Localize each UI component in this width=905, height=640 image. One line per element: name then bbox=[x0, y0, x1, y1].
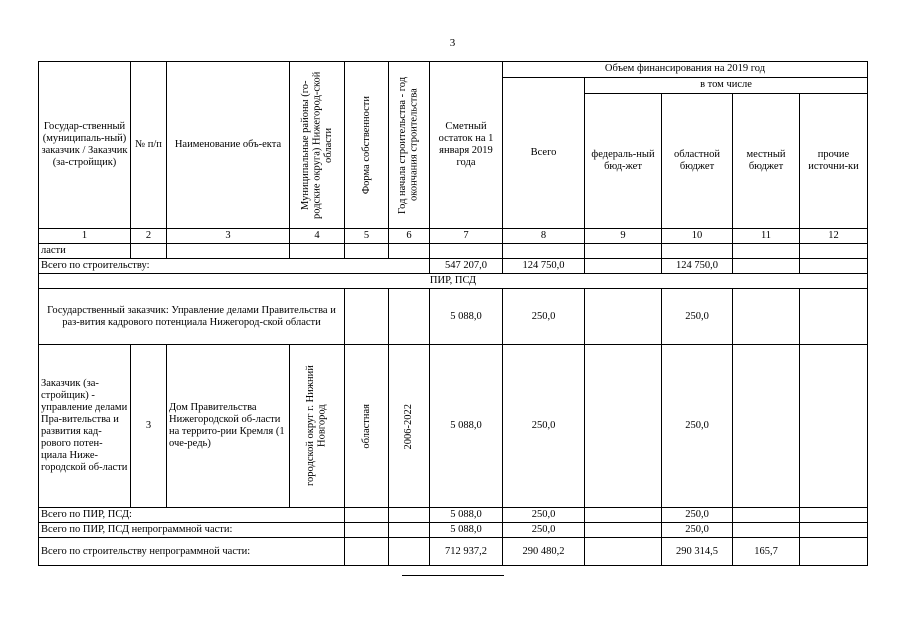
column-number: 7 bbox=[430, 229, 503, 244]
pir-nonprogram-total-label: Всего по ПИР, ПСД непрограммной части: bbox=[39, 523, 345, 538]
header-estimated-balance: Сметный остаток на 1 января 2019 года bbox=[430, 62, 503, 229]
local-cell: 165,7 bbox=[733, 538, 800, 566]
column-number: 10 bbox=[662, 229, 733, 244]
header-regional: областной бюджет bbox=[662, 94, 733, 229]
column-number: 8 bbox=[503, 229, 585, 244]
project-district bbox=[290, 345, 345, 508]
header-ownership-text: Форма собственности bbox=[360, 95, 372, 195]
column-number: 4 bbox=[290, 229, 345, 244]
column-number: 9 bbox=[585, 229, 662, 244]
table-row bbox=[39, 523, 868, 538]
header-federal: федераль-ный бюд-жет bbox=[585, 94, 662, 229]
header-object-name: Наименование объ-екта bbox=[167, 62, 290, 229]
estimated-balance-cell: 5 088,0 bbox=[430, 289, 503, 345]
estimated-balance-cell: 5 088,0 bbox=[430, 523, 503, 538]
footnote-separator bbox=[402, 575, 504, 576]
column-number: 11 bbox=[733, 229, 800, 244]
regional-cell: 250,0 bbox=[662, 508, 733, 523]
header-including: в том числе bbox=[585, 78, 868, 94]
header-total: Всего bbox=[503, 78, 585, 229]
regional-cell: 250,0 bbox=[662, 345, 733, 508]
total-cell: 250,0 bbox=[503, 508, 585, 523]
project-customer: Заказчик (за-стройщик) - управление делами Пра-вительства и развития кад-рового потен-циала Ниже-городской об-ласти bbox=[39, 345, 131, 508]
construction-nonprogram-total-label: Всего по строительству непрограммной части: bbox=[39, 538, 345, 566]
header-ownership bbox=[345, 62, 389, 229]
header-number: № п/п bbox=[131, 62, 167, 229]
pir-total-label: Всего по ПИР, ПСД: bbox=[39, 508, 345, 523]
column-number: 1 bbox=[39, 229, 131, 244]
table-row bbox=[39, 244, 868, 259]
total-cell: 124 750,0 bbox=[503, 259, 585, 274]
total-cell: 290 480,2 bbox=[503, 538, 585, 566]
table-row bbox=[39, 289, 868, 345]
header-years bbox=[389, 62, 430, 229]
project-number: 3 bbox=[131, 345, 167, 508]
table-row bbox=[39, 538, 868, 566]
state-customer-label: Государственный заказчик: Управление делами Правительства и раз-вития кадрового потенциала Нижегород-ской области bbox=[39, 289, 345, 345]
header-districts bbox=[290, 62, 345, 229]
estimated-balance-cell: 712 937,2 bbox=[430, 538, 503, 566]
header-districts-text: Муниципальные районы (го-родские округа) Нижегород-ской области bbox=[299, 71, 334, 219]
column-number: 2 bbox=[131, 229, 167, 244]
header-customer: Государ-ственный (муниципаль-ный) заказчик / Заказчик (за-стройщик) bbox=[39, 62, 131, 229]
project-ownership bbox=[345, 345, 389, 508]
header-years-text: Год начала строительства - год окончания строительства bbox=[397, 76, 420, 214]
estimated-balance-cell: 5 088,0 bbox=[430, 345, 503, 508]
estimated-balance-cell: 547 207,0 bbox=[430, 259, 503, 274]
project-ownership-text: областная bbox=[360, 403, 372, 449]
table-row bbox=[39, 345, 868, 508]
estimated-balance-cell: 5 088,0 bbox=[430, 508, 503, 523]
header-other: прочие источни-ки bbox=[800, 94, 868, 229]
project-district-text: городской округ г. Нижний Новгород bbox=[305, 365, 328, 487]
regional-cell: 250,0 bbox=[662, 523, 733, 538]
column-number: 12 bbox=[800, 229, 868, 244]
total-cell: 250,0 bbox=[503, 289, 585, 345]
column-numbers-row bbox=[39, 229, 868, 244]
total-cell: 250,0 bbox=[503, 523, 585, 538]
project-years bbox=[389, 345, 430, 508]
regional-cell: 124 750,0 bbox=[662, 259, 733, 274]
page-number: 3 bbox=[449, 37, 456, 49]
regional-cell: 250,0 bbox=[662, 289, 733, 345]
construction-total-label: Всего по строительству: bbox=[39, 259, 430, 274]
column-number: 5 bbox=[345, 229, 389, 244]
financing-table bbox=[38, 61, 868, 566]
header-financing-volume: Объем финансирования на 2019 год bbox=[503, 62, 868, 78]
total-cell: 250,0 bbox=[503, 345, 585, 508]
section-row bbox=[39, 274, 868, 289]
column-number: 3 bbox=[167, 229, 290, 244]
project-object: Дом Правительства Нижегородской об-ласти на террито-рии Кремля (1 оче-редь) bbox=[167, 345, 290, 508]
header-local: местный бюджет bbox=[733, 94, 800, 229]
regional-cell: 290 314,5 bbox=[662, 538, 733, 566]
section-title: ПИР, ПСД bbox=[39, 274, 868, 289]
table-row bbox=[39, 508, 868, 523]
project-years-text: 2006-2022 bbox=[403, 403, 415, 449]
carryover-label: ласти bbox=[39, 244, 131, 259]
table-row bbox=[39, 259, 868, 274]
column-number: 6 bbox=[389, 229, 430, 244]
